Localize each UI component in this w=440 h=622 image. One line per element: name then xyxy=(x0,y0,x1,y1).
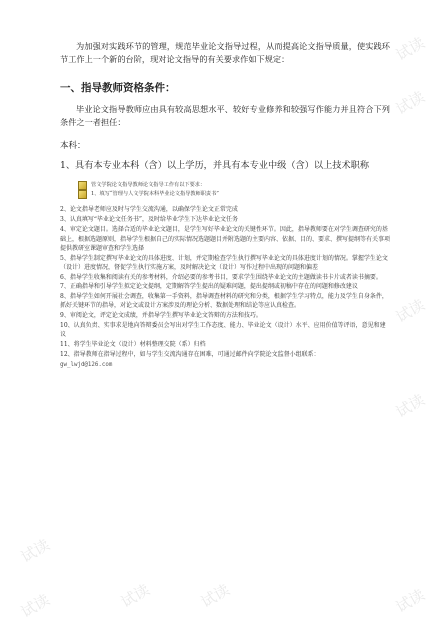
note-line xyxy=(78,181,390,190)
section-body: 毕业论文指导教师应由具有较高思想水平、较好专业修养和较强写作能力并且符合下列条件之一者担任： xyxy=(60,104,390,127)
list-item: 7、正确指导和引导学生拟定论文提纲，定期解答学生提出的疑难问题，提出提纲或初稿中存在的问题和修改建议 xyxy=(60,283,358,290)
list-item: 5、指导学生制定撰写毕业论文的具体进度、计划，并定期检查学生执行撰写毕业论文的具体进度计划的情况。掌握学生论文（设计）进度情况，督促学生执行实施方案，及时解决论文（设计）写作过程中出现的问题和偏差 xyxy=(60,254,388,271)
list-item: 12、指导教师在指导过程中，如与学生交流沟通存在困难，可通过邮件向学院论文监督小组联系： xyxy=(60,350,320,358)
watermark-text: 试读 xyxy=(392,33,428,65)
list-item: 4、审定论文题目。选择合适的毕业论文题目，是学生写好毕业论文的关键性环节。因此，指导教师要在对学生调查研究的基础上，根据选题原则，指导学生根据自己的实际情况选题题目并附选题的主要内容、依据、目的、要求、撰写提纲等有关事项提供教研室课题审查和学生选择 xyxy=(60,226,391,252)
list-item: 9、审阅论文，评定论文成绩，并指导学生撰写毕业论文答辩的方法和技巧。 xyxy=(60,311,262,319)
watermark-text: 试读 xyxy=(392,585,428,617)
watermark-text: 试读 xyxy=(17,535,53,567)
subheading-undergrad: 本科： xyxy=(60,141,86,151)
note-text: 1、填写“管理与人文学院本科毕业论文指导教师职责书” xyxy=(91,191,219,197)
note-text: 管文学院论文指导教师论文指导工作有以下要求： xyxy=(91,182,206,188)
condition-1: 1、具有本专业本科（含）以上学历，并具有本专业中级（含）以上技术职称 xyxy=(60,160,370,171)
list-item: 3、认真填写“毕业论文任务书”，及时给毕业学生下达毕业论文任务 xyxy=(60,216,238,223)
list-item: 6、指导学生收集和阅读有关的参考材料，介绍必要的参考书目，要求学生围绕毕业论文的主题做读书卡片或者读书摘要。 xyxy=(60,273,382,281)
document-page xyxy=(60,40,390,368)
watermark-text: 试读 xyxy=(392,295,428,327)
list-item: 11、将学生毕业论文（设计）材料整理交院（系）归档 xyxy=(60,340,206,348)
list-item: 10、认真负责、实事求是地向答辩委员会写出对学生工作态度、能力、毕业论文（设计）水平、应用价值等评语，意见和建议 xyxy=(60,321,386,338)
watermark-text: 试读 xyxy=(392,390,428,422)
document-icon xyxy=(78,181,87,190)
list-item: 2、论文指导老师应及时与学生交流沟通，以确保学生论文正常完成 xyxy=(60,206,238,213)
section-title: 一、指导教师资格条件： xyxy=(60,82,176,94)
contact-email: gw_lwjd@126.com xyxy=(60,361,113,368)
watermark-text: 试读 xyxy=(392,87,428,119)
list-item: 8、指导学生如何开展社会调查，收集第一手资料，指导调查材料的研究和分类，根据学生学习特点，能力及学生自身条件，抓好关键环节的指导，对论文或设计方案涉及的理论分析、数据处理和结论等应认真检查。 xyxy=(60,292,388,309)
watermark-text: 试读 xyxy=(197,580,233,612)
note-line xyxy=(78,190,390,199)
watermark-text: 试读 xyxy=(17,590,53,622)
document-icon xyxy=(78,190,87,199)
intro-paragraph: 为加强对实践环节的管理，规范毕业论文指导过程，从而提高论文指导质量，使实践环节工作上一个新的台阶，现对论文指导的有关要求作如下规定： xyxy=(60,41,390,64)
requirements-list xyxy=(60,205,390,368)
watermark-text: 试读 xyxy=(117,580,153,612)
notes-block xyxy=(78,181,390,199)
